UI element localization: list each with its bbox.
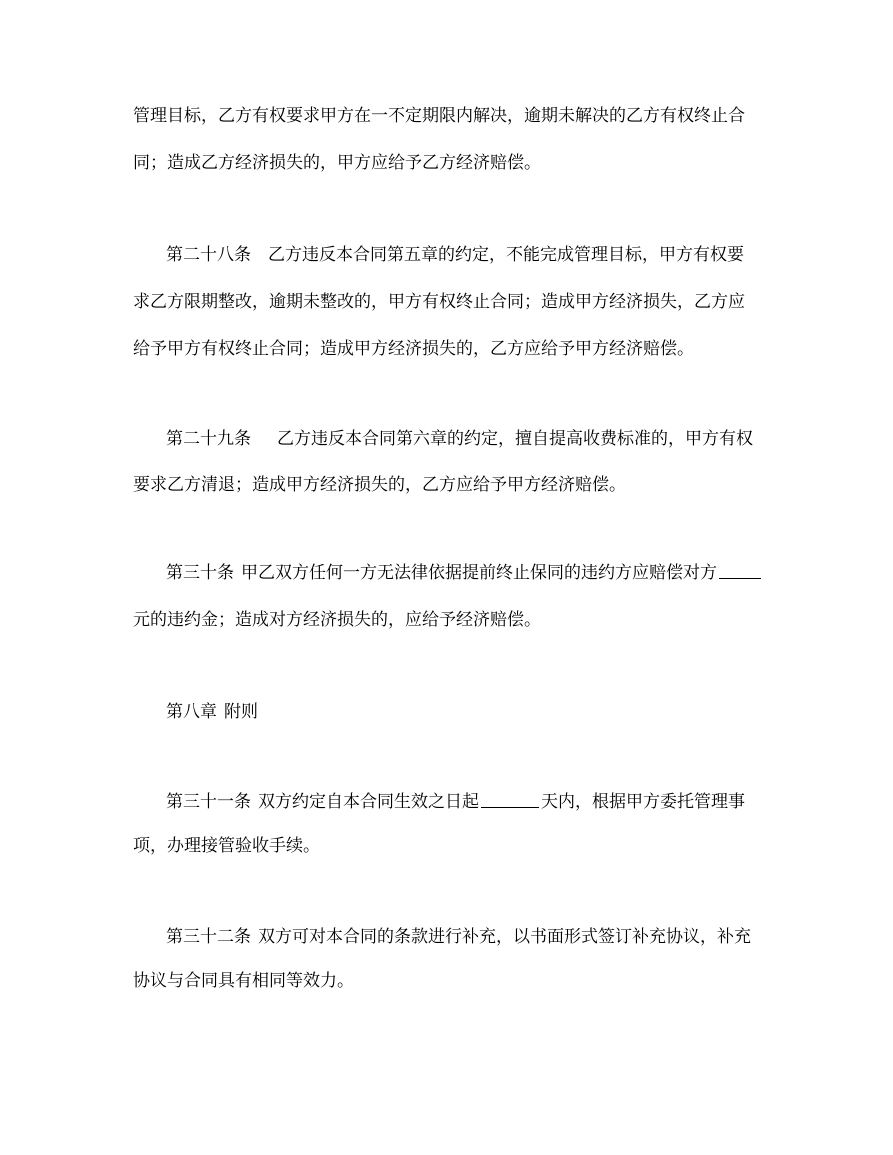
article-29-line-1 [166, 428, 753, 450]
article-29-number: 第二十九条 [166, 429, 251, 449]
article-29-line-2: 要求乙方清退；造成甲方经济损失的，乙方应给予甲方经济赔偿。 [133, 475, 626, 495]
article-31-number: 第三十一条 [166, 792, 251, 812]
article-31-line-1 [166, 791, 745, 813]
article-30-line-2: 元的违约金；造成对方经济损失的，应给予经济赔偿。 [133, 610, 541, 630]
article-28-line-2: 求乙方限期整改，逾期未整改的，甲方有权终止合同；造成甲方经济损失，乙方应 [133, 292, 745, 312]
article-32-text-1: 双方可对本合同的条款进行补充，以书面形式签订补充协议，补充 [258, 927, 751, 947]
article-32-line-1 [166, 926, 751, 948]
article-30-line-1 [166, 562, 761, 584]
paragraph-continued-line-1: 管理目标，乙方有权要求甲方在一不定期限内解决，逾期未解决的乙方有权终止合 [133, 106, 745, 126]
article-32-number: 第三十二条 [166, 927, 251, 947]
article-28-number: 第二十八条 [166, 245, 251, 265]
article-32-line-2: 协议与合同具有相同等效力。 [133, 971, 354, 991]
article-28-text-1: 乙方违反本合同第五章的约定，不能完成管理目标，甲方有权要 [268, 245, 744, 265]
amount-blank [719, 562, 761, 579]
article-29-text-1: 乙方违反本合同第六章的约定，擅自提高收费标准的，甲方有权 [277, 429, 753, 449]
article-30-number: 第三十条 [166, 563, 234, 583]
article-31-text-1a: 双方约定自本合同生效之日起 [258, 792, 479, 812]
paragraph-continued-line-2: 同；造成乙方经济损失的，甲方应给予乙方经济赔偿。 [133, 153, 541, 173]
article-31-text-1b: 天内，根据甲方委托管理事 [541, 792, 745, 812]
article-28-line-3: 给予甲方有权终止合同；造成甲方经济损失的，乙方应给予甲方经济赔偿。 [133, 339, 694, 359]
article-31-line-2: 项，办理接管验收手续。 [133, 836, 320, 856]
chapter-8-title: 附则 [224, 702, 258, 722]
days-blank [481, 791, 539, 808]
article-30-text-1: 甲乙双方任何一方无法律依据提前终止保同的违约方应赔偿对方 [241, 563, 717, 583]
chapter-8-heading [166, 701, 258, 723]
article-28-line-1 [166, 244, 744, 266]
chapter-8-number: 第八章 [166, 702, 217, 722]
